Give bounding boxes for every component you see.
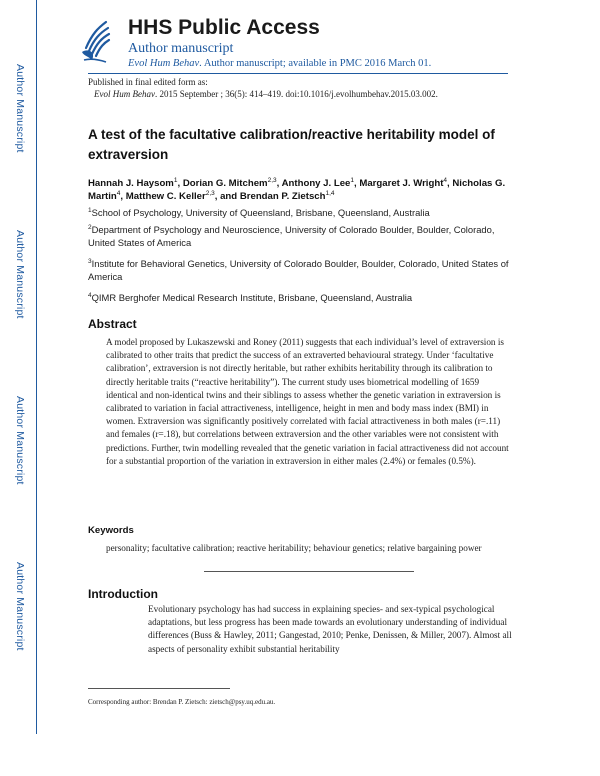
side-rail-line — [36, 0, 37, 734]
author-list — [88, 177, 518, 203]
abstract-text: A model proposed by Lukaszewski and Roney (2011) suggests that each individual’s level of extraversion is calibrated to other traits that predict the success of an extraverted behavioural strategy. Under ‘facultative calibration’, extraversion is not directly heritable, but rather exhibits heritability through its calibration to directly heritable traits (“reactive heritability”). The current study uses biometrical modelling of 1659 identical and non-identical twins and their siblings to assess whether the genetic variation in extraversion is calibrated to variation in facial attractiveness, intelligence, height in men and body mass index (BMI) in women. Extraversion was significantly positively correlated with facial attractiveness in both males (r=.11) and females (r=.18), but correlations between extraversion and the other variables were not consistent with predictions. Further, twin modelling revealed that the genetic variation in facial attractiveness did not account for a substantial proportion of the variation in extraversion in either males (2.4%) or females (0.5%). — [106, 337, 509, 466]
author: Margaret J. Wright$^4$, — [359, 176, 453, 189]
citation-journal: Evol Hum Behav — [94, 89, 155, 99]
affiliation: $^2$Department of Psychology and Neuroscience, University of Colorado Boulder, Boulder, Colorado, United States of America — [88, 223, 495, 248]
footnote-divider — [88, 688, 230, 689]
author: Brendan P. Zietsch$^{1,4}$ — [239, 189, 335, 202]
author: Matthew C. Keller$^{2,3}$, and — [125, 189, 240, 202]
introduction-heading: Introduction — [88, 587, 158, 601]
author: Dorian G. Mitchem$^{2,3}$, — [182, 176, 282, 189]
author: Hannah J. Haysom$^1$, — [88, 176, 183, 189]
author: Anthony J. Lee$^1$, — [281, 176, 360, 189]
published-in-label: Published in final edited form as: — [88, 77, 208, 87]
side-label-author-manuscript: Author Manuscript — [14, 64, 26, 153]
header-divider — [88, 73, 508, 74]
affiliation: $^1$School of Psychology, University of Queensland, Brisbane, Queensland, Australia — [88, 206, 430, 218]
author: Nicholas G. Martin$^4$, — [88, 178, 506, 202]
journal-name: Evol Hum Behav — [128, 58, 200, 69]
availability-text: . Author manuscript; available in PMC 2016 March 01. — [199, 58, 432, 69]
affiliation: $^3$Institute for Behavioral Genetics, University of Colorado Boulder, Boulder, Colorado, United States of America — [88, 257, 509, 282]
author-manuscript-subtitle: Author manuscript — [128, 41, 234, 56]
side-label-author-manuscript: Author Manuscript — [14, 230, 26, 319]
side-label-author-manuscript: Author Manuscript — [14, 396, 26, 485]
abstract-heading: Abstract — [88, 317, 137, 331]
hhs-eagle-icon — [78, 18, 112, 64]
keywords-text: personality; facultative calibration; reactive heritability; behaviour genetics; relative bargaining power — [106, 543, 482, 553]
citation-details: . 2015 September ; 36(5): 414–419. doi:10.1016/j.evolhumbehav.2015.03.002. — [154, 89, 438, 99]
citation-line — [94, 89, 438, 99]
side-label-author-manuscript: Author Manuscript — [14, 562, 26, 651]
article-title: A test of the facultative calibration/reactive heritability model of extraversion — [88, 127, 495, 162]
hhs-public-access-title: HHS Public Access — [128, 16, 320, 39]
keywords-heading: Keywords — [88, 525, 134, 536]
introduction-text: Evolutionary psychology has had success in explaining species- and sex-typical psychological adaptations, but less progress has been made towards an evolutionary understanding of individual differences (Buss & Hawley, 2011; Gangestad, 2010; Penke, Denissen, & Miller, 2007). Almost all aspects of personality exhibit substantial heritability — [148, 604, 512, 654]
corresponding-author-footnote: Corresponding author: Brendan P. Zietsch: zietsch@psy.uq.edu.au. — [88, 698, 276, 706]
affiliation: $^4$QIMR Berghofer Medical Research Institute, Brisbane, Queensland, Australia — [88, 291, 413, 303]
section-divider — [204, 571, 414, 572]
journal-availability-line — [128, 58, 431, 69]
